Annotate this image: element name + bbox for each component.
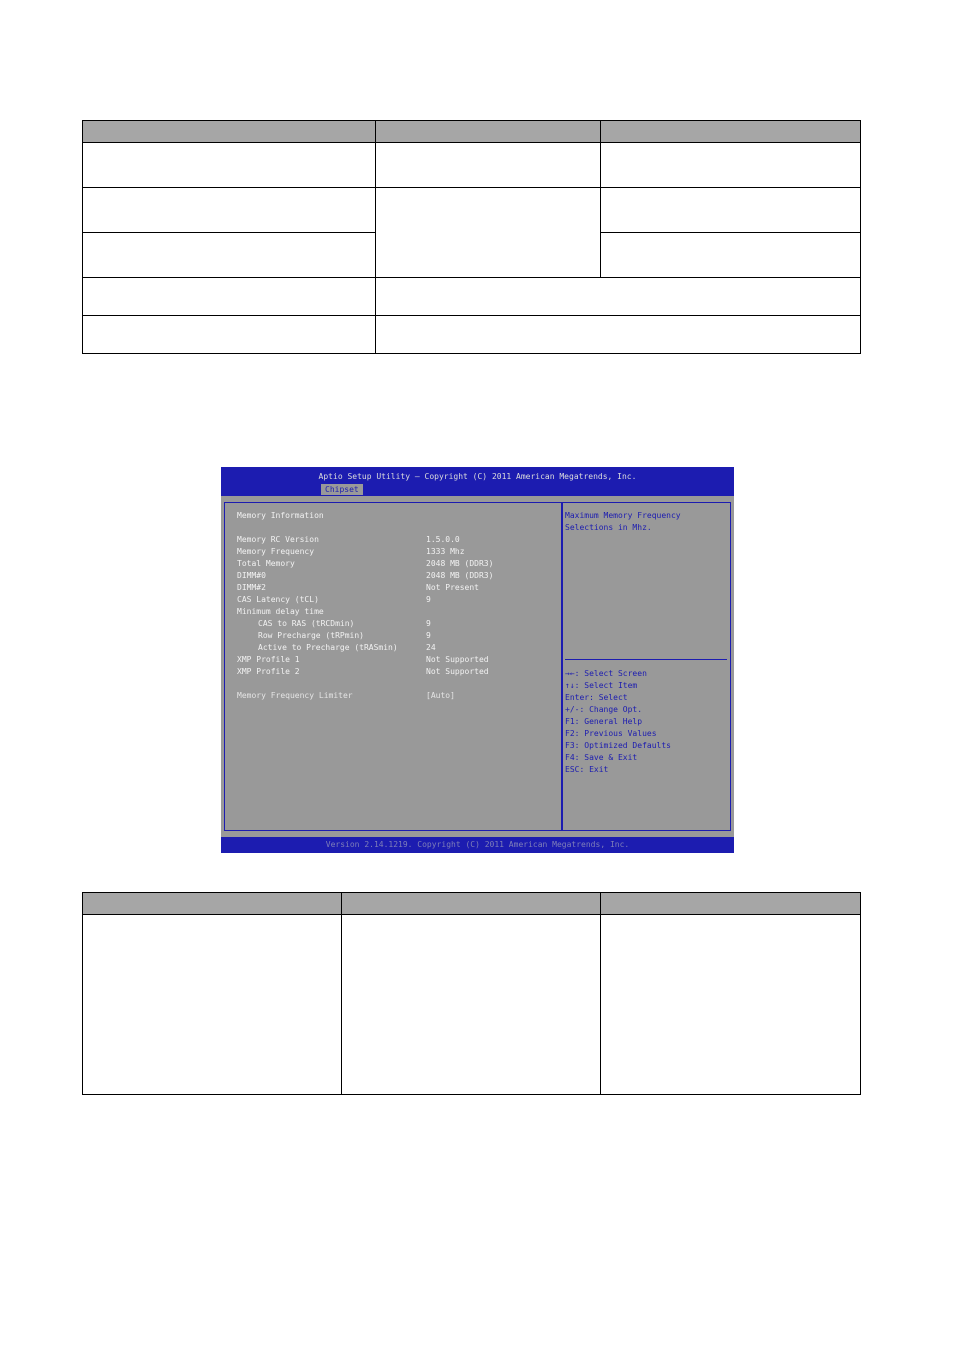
bios-title-bar [221, 467, 734, 496]
key-help-item: F3: Optimized Defaults [565, 741, 671, 750]
table-cell [601, 915, 861, 1095]
bios-settings-panel [224, 502, 562, 831]
bios-setup-screen [221, 467, 734, 853]
row-value: 24 [426, 643, 436, 652]
table-row [83, 316, 861, 354]
tab-chipset[interactable]: Chipset [321, 484, 363, 495]
table-row [83, 188, 861, 233]
row-label: Minimum delay time [237, 607, 324, 616]
table-header-cell [376, 121, 601, 143]
bios-footer-text: Version 2.14.1219. Copyright (C) 2011 American Megatrends, Inc. [325, 840, 630, 849]
table-header-cell [601, 121, 861, 143]
table-row [83, 278, 861, 316]
option-table-top [82, 120, 861, 354]
row-label: CAS Latency (tCL) [237, 595, 319, 604]
row-value: 9 [426, 595, 431, 604]
row-label: XMP Profile 1 [237, 655, 300, 664]
help-divider [565, 659, 727, 660]
row-value: 1333 Mhz [426, 547, 465, 556]
row-value: 1.5.0.0 [426, 535, 460, 544]
help-text-line: Selections in Mhz. [565, 523, 652, 532]
row-label: Memory RC Version [237, 535, 319, 544]
table-cell [376, 278, 861, 316]
row-value: 2048 MB (DDR3) [426, 559, 494, 568]
table-header-row [83, 121, 861, 143]
table-cell [83, 316, 376, 354]
table-cell [342, 915, 601, 1095]
table-header-cell [83, 893, 342, 915]
table-cell [601, 188, 861, 233]
memory-frequency-limiter-value[interactable]: [Auto] [426, 691, 455, 700]
table-header-cell [601, 893, 861, 915]
row-value: Not Supported [426, 655, 489, 664]
row-label: Memory Frequency [237, 547, 315, 556]
key-help-item: ↑↓: Select Item [565, 681, 638, 690]
table-cell [601, 233, 861, 278]
table-cell [83, 143, 376, 188]
table-cell [376, 188, 601, 278]
row-label: CAS to RAS (tRCDmin) [258, 619, 355, 628]
bios-title: Aptio Setup Utility – Copyright (C) 2011 American Megatrends, Inc. [318, 472, 637, 481]
table-cell [83, 233, 376, 278]
table-cell [601, 143, 861, 188]
table-cell [83, 278, 376, 316]
bios-footer [221, 837, 734, 853]
row-value: Not Supported [426, 667, 489, 676]
row-value: 2048 MB (DDR3) [426, 571, 494, 580]
table-header-cell [342, 893, 601, 915]
table-row [83, 143, 861, 188]
row-label: Total Memory [237, 559, 295, 568]
row-label: DIMM#2 [237, 583, 266, 592]
key-help-item: Enter: Select [565, 693, 628, 702]
key-help-item: →←: Select Screen [565, 669, 647, 678]
row-value: 9 [426, 631, 431, 640]
section-heading: Memory Information [237, 511, 324, 520]
row-value: Not Present [426, 583, 479, 592]
table-cell [376, 143, 601, 188]
key-help-item: F2: Previous Values [565, 729, 657, 738]
help-text-line: Maximum Memory Frequency [565, 511, 681, 520]
bios-help-panel [562, 502, 731, 831]
key-help-item: ESC: Exit [565, 765, 609, 774]
option-table-bottom [82, 892, 861, 1095]
memory-frequency-limiter-label[interactable]: Memory Frequency Limiter [237, 691, 353, 700]
row-label: Active to Precharge (tRASmin) [258, 643, 398, 652]
key-help-item: +/-: Change Opt. [565, 705, 643, 714]
table-cell [83, 188, 376, 233]
row-label: DIMM#0 [237, 571, 266, 580]
row-label: XMP Profile 2 [237, 667, 300, 676]
table-header-cell [83, 121, 376, 143]
table-header-row [83, 893, 861, 915]
table-row [83, 915, 861, 1095]
row-label: Row Precharge (tRPmin) [258, 631, 364, 640]
table-cell [83, 915, 342, 1095]
row-value: 9 [426, 619, 431, 628]
key-help-item: F1: General Help [565, 717, 643, 726]
table-cell [376, 316, 861, 354]
key-help-item: F4: Save & Exit [565, 753, 638, 762]
